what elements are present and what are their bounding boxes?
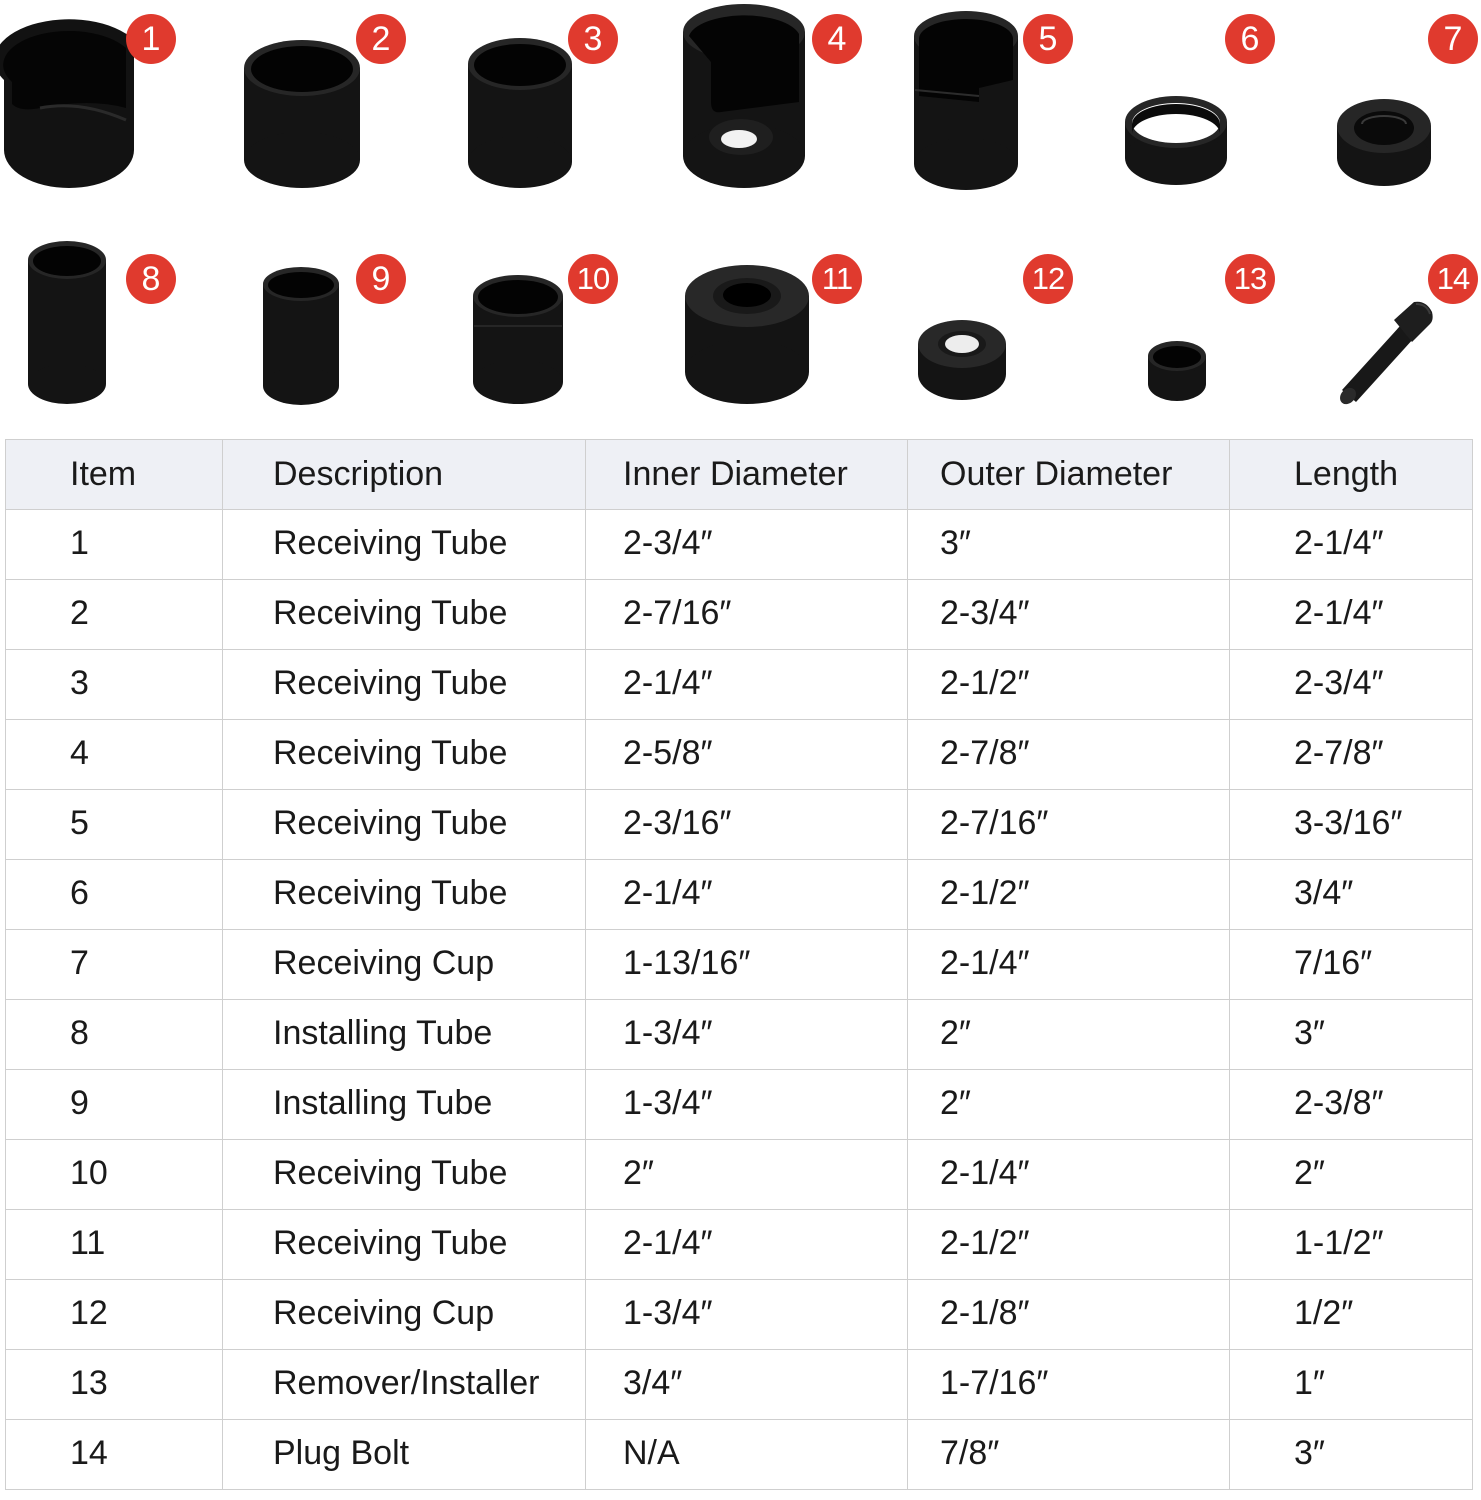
cell-inner-diameter: 2-1/4″ (586, 1210, 908, 1280)
cell-outer-diameter: 2-1/2″ (908, 650, 1230, 720)
cell-item: 5 (6, 790, 223, 860)
table-row (6, 1070, 1473, 1140)
part-12-badge: 12 (1023, 254, 1073, 304)
cell-item: 9 (6, 1070, 223, 1140)
part-3-badge: 3 (568, 14, 618, 64)
cell-length: 1/2″ (1230, 1280, 1473, 1350)
cell-outer-diameter: 7/8″ (908, 1420, 1230, 1490)
cell-inner-diameter: 2-3/4″ (586, 510, 908, 580)
part-9-image (262, 266, 342, 406)
spec-table (5, 439, 1473, 1490)
cell-outer-diameter: 2-1/4″ (908, 930, 1230, 1000)
cell-length: 3″ (1230, 1000, 1473, 1070)
cell-inner-diameter: 3/4″ (586, 1350, 908, 1420)
cell-description: Receiving Tube (223, 860, 586, 930)
header-item: Item (6, 440, 223, 510)
cell-inner-diameter: 2″ (586, 1140, 908, 1210)
part-6-image (1124, 94, 1230, 188)
table-row (6, 1280, 1473, 1350)
cell-inner-diameter: 1-3/4″ (586, 1280, 908, 1350)
cell-outer-diameter: 2-7/8″ (908, 720, 1230, 790)
cell-inner-diameter: 1-3/4″ (586, 1000, 908, 1070)
part-12-image (917, 318, 1009, 404)
cell-length: 2-3/4″ (1230, 650, 1473, 720)
part-4-image (681, 2, 809, 190)
part-5-image (913, 10, 1021, 190)
part-1-badge: 1 (126, 14, 176, 64)
cell-item: 8 (6, 1000, 223, 1070)
cell-description: Remover/Installer (223, 1350, 586, 1420)
part-5-badge: 5 (1023, 14, 1073, 64)
cell-item: 11 (6, 1210, 223, 1280)
cell-outer-diameter: 2-1/8″ (908, 1280, 1230, 1350)
cell-inner-diameter: 2-7/16″ (586, 580, 908, 650)
cell-item: 3 (6, 650, 223, 720)
cell-description: Receiving Tube (223, 1140, 586, 1210)
cell-length: 2-1/4″ (1230, 580, 1473, 650)
part-11-image (684, 264, 812, 406)
cell-length: 2-3/8″ (1230, 1070, 1473, 1140)
cell-inner-diameter: 2-5/8″ (586, 720, 908, 790)
cell-description: Receiving Cup (223, 930, 586, 1000)
cell-length: 1-1/2″ (1230, 1210, 1473, 1280)
cell-description: Receiving Tube (223, 720, 586, 790)
part-4-badge: 4 (812, 14, 862, 64)
table-row (6, 580, 1473, 650)
cell-item: 7 (6, 930, 223, 1000)
cell-item: 6 (6, 860, 223, 930)
cell-length: 7/16″ (1230, 930, 1473, 1000)
table-row (6, 930, 1473, 1000)
cell-outer-diameter: 2″ (908, 1000, 1230, 1070)
table-header-row (6, 440, 1473, 510)
cell-item: 2 (6, 580, 223, 650)
table-row (6, 720, 1473, 790)
cell-length: 2″ (1230, 1140, 1473, 1210)
table-row (6, 650, 1473, 720)
header-inner-diameter: Inner Diameter (586, 440, 908, 510)
table-row (6, 1350, 1473, 1420)
cell-description: Receiving Cup (223, 1280, 586, 1350)
cell-description: Installing Tube (223, 1070, 586, 1140)
part-7-badge: 7 (1428, 14, 1478, 64)
cell-inner-diameter: 1-13/16″ (586, 930, 908, 1000)
cell-description: Installing Tube (223, 1000, 586, 1070)
table-row (6, 860, 1473, 930)
header-outer-diameter: Outer Diameter (908, 440, 1230, 510)
header-length: Length (1230, 440, 1473, 510)
part-13-badge: 13 (1225, 254, 1275, 304)
part-8-image (27, 240, 109, 406)
cell-length: 1″ (1230, 1350, 1473, 1420)
table-row (6, 1140, 1473, 1210)
part-3-image (467, 36, 575, 190)
part-8-badge: 8 (126, 254, 176, 304)
part-10-image (472, 274, 566, 406)
cell-inner-diameter: N/A (586, 1420, 908, 1490)
cell-outer-diameter: 2-1/2″ (908, 860, 1230, 930)
cell-description: Receiving Tube (223, 650, 586, 720)
part-13-image (1147, 340, 1209, 404)
part-2-image (243, 38, 363, 190)
part-10-badge: 10 (568, 254, 618, 304)
cell-outer-diameter: 2-3/4″ (908, 580, 1230, 650)
cell-inner-diameter: 2-1/4″ (586, 650, 908, 720)
cell-outer-diameter: 2-1/2″ (908, 1210, 1230, 1280)
cell-item: 14 (6, 1420, 223, 1490)
cell-length: 3-3/16″ (1230, 790, 1473, 860)
cell-description: Receiving Tube (223, 510, 586, 580)
cell-outer-diameter: 1-7/16″ (908, 1350, 1230, 1420)
cell-length: 2-1/4″ (1230, 510, 1473, 580)
cell-length: 3/4″ (1230, 860, 1473, 930)
table-row (6, 790, 1473, 860)
cell-length: 2-7/8″ (1230, 720, 1473, 790)
cell-inner-diameter: 1-3/4″ (586, 1070, 908, 1140)
cell-outer-diameter: 2-1/4″ (908, 1140, 1230, 1210)
part-14-image (1334, 298, 1438, 408)
cell-inner-diameter: 2-1/4″ (586, 860, 908, 930)
cell-item: 13 (6, 1350, 223, 1420)
header-description: Description (223, 440, 586, 510)
table-row (6, 1420, 1473, 1490)
table-row (6, 1000, 1473, 1070)
parts-gallery (0, 0, 1481, 430)
cell-outer-diameter: 2″ (908, 1070, 1230, 1140)
cell-description: Plug Bolt (223, 1420, 586, 1490)
cell-description: Receiving Tube (223, 1210, 586, 1280)
part-2-badge: 2 (356, 14, 406, 64)
cell-item: 4 (6, 720, 223, 790)
part-14-badge: 14 (1428, 254, 1478, 304)
cell-description: Receiving Tube (223, 580, 586, 650)
cell-length: 3″ (1230, 1420, 1473, 1490)
cell-item: 1 (6, 510, 223, 580)
part-11-badge: 11 (812, 254, 862, 304)
cell-item: 10 (6, 1140, 223, 1210)
part-1-image (0, 20, 140, 190)
table-row (6, 510, 1473, 580)
table-body (6, 510, 1473, 1490)
part-9-badge: 9 (356, 254, 406, 304)
cell-outer-diameter: 3″ (908, 510, 1230, 580)
cell-inner-diameter: 2-3/16″ (586, 790, 908, 860)
part-7-image (1336, 96, 1434, 190)
cell-outer-diameter: 2-7/16″ (908, 790, 1230, 860)
table-row (6, 1210, 1473, 1280)
part-6-badge: 6 (1225, 14, 1275, 64)
cell-description: Receiving Tube (223, 790, 586, 860)
cell-item: 12 (6, 1280, 223, 1350)
